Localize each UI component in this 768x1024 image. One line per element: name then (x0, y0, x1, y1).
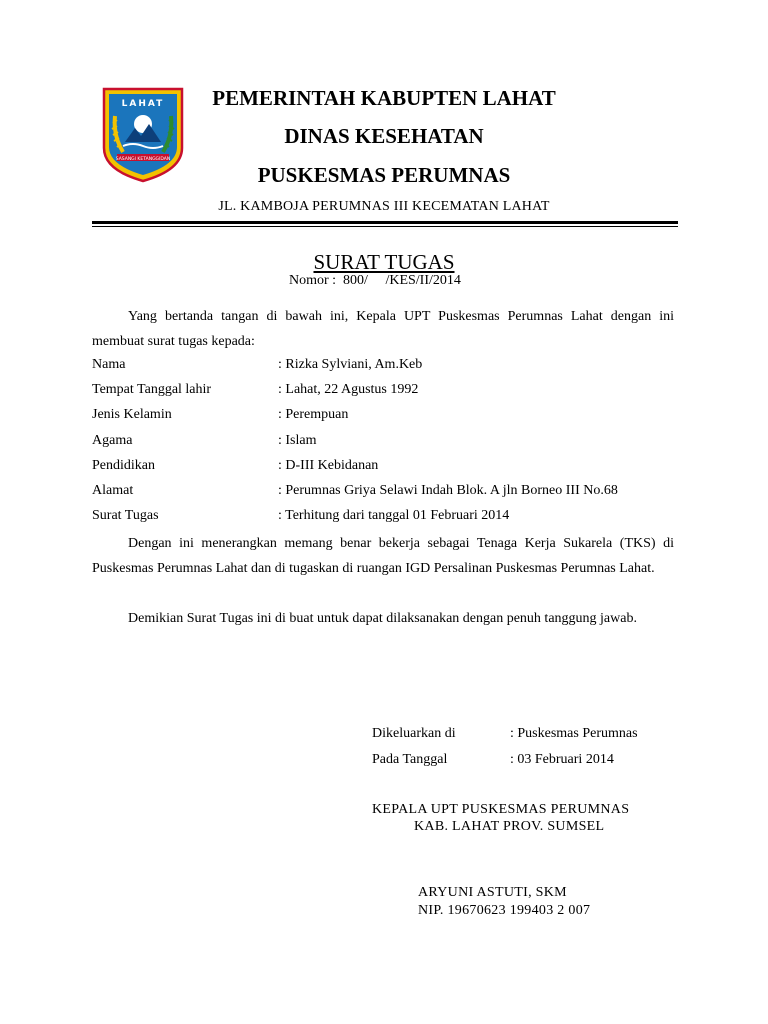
svg-text:SASANGI KETANGGIDAN: SASANGI KETANGGIDAN (115, 157, 171, 162)
field-value: : Perumnas Griya Selawi Indah Blok. A jln Borneo III No.68 (278, 483, 618, 498)
field-value: : D-III Kebidanan (278, 458, 379, 473)
field-value: : Lahat, 22 Agustus 1992 (278, 382, 419, 397)
signatory-nip: NIP. 19670623 199403 2 007 (418, 903, 591, 918)
field-label: Pendidikan (92, 458, 155, 473)
paragraph-closing (92, 606, 674, 631)
field-label: Alamat (92, 483, 134, 498)
intro-text: Yang bertanda tangan di bawah ini, Kepala UPT Puskesmas Perumnas Lahat dengan ini membuat surat tugas kepada: (92, 309, 674, 350)
header-puskesmas: PUSKESMAS PERUMNAS (257, 163, 511, 187)
document-title: SURAT TUGAS (313, 250, 455, 274)
svg-text:LAHAT: LAHAT (121, 99, 165, 109)
field-label: Nama (92, 357, 126, 372)
issued-date-label: Pada Tanggal (372, 752, 448, 767)
signatory-position: KEPALA UPT PUSKESMAS PERUMNAS (372, 802, 630, 817)
field-value: : Islam (278, 433, 317, 448)
header-rule-thin (92, 226, 678, 227)
field-value: : Terhitung dari tanggal 01 Februari 2014 (278, 508, 510, 523)
issued-place-label: Dikeluarkan di (372, 726, 456, 741)
paragraph-statement (92, 531, 674, 581)
header-rule-thick (92, 221, 678, 224)
signatory-region: KAB. LAHAT PROV. SUMSEL (414, 819, 605, 834)
field-label: Tempat Tanggal lahir (92, 382, 212, 397)
header-address: JL. KAMBOJA PERUMNAS III KECEMATAN LAHAT (218, 199, 550, 214)
statement-text: Dengan ini menerangkan memang benar bekerja sebagai Tenaga Kerja Sukarela (TKS) di Puskesmas Perumnas Lahat dan di tugaskan di ruangan IGD Persalinan Puskesmas Perumnas Lahat. (92, 536, 674, 577)
document-number: Nomor : 800/ /KES/II/2014 (289, 273, 461, 288)
field-value: : Perempuan (278, 407, 349, 422)
closing-text: Demikian Surat Tugas ini di buat untuk dapat dilaksanakan dengan penuh tanggung jawab. (128, 611, 637, 626)
issued-place-value: : Puskesmas Perumnas (510, 726, 638, 741)
header-department: DINAS KESEHATAN (284, 124, 484, 148)
issued-date-value: : 03 Februari 2014 (510, 752, 614, 767)
header-government: PEMERINTAH KABUPTEN LAHAT (212, 86, 556, 110)
field-value: : Rizka Sylviani, Am.Keb (278, 357, 423, 372)
field-label: Jenis Kelamin (92, 407, 172, 422)
field-label: Agama (92, 433, 133, 448)
signatory-name: ARYUNI ASTUTI, SKM (418, 885, 567, 900)
field-label: Surat Tugas (92, 508, 159, 523)
intro-paragraph (92, 304, 674, 354)
